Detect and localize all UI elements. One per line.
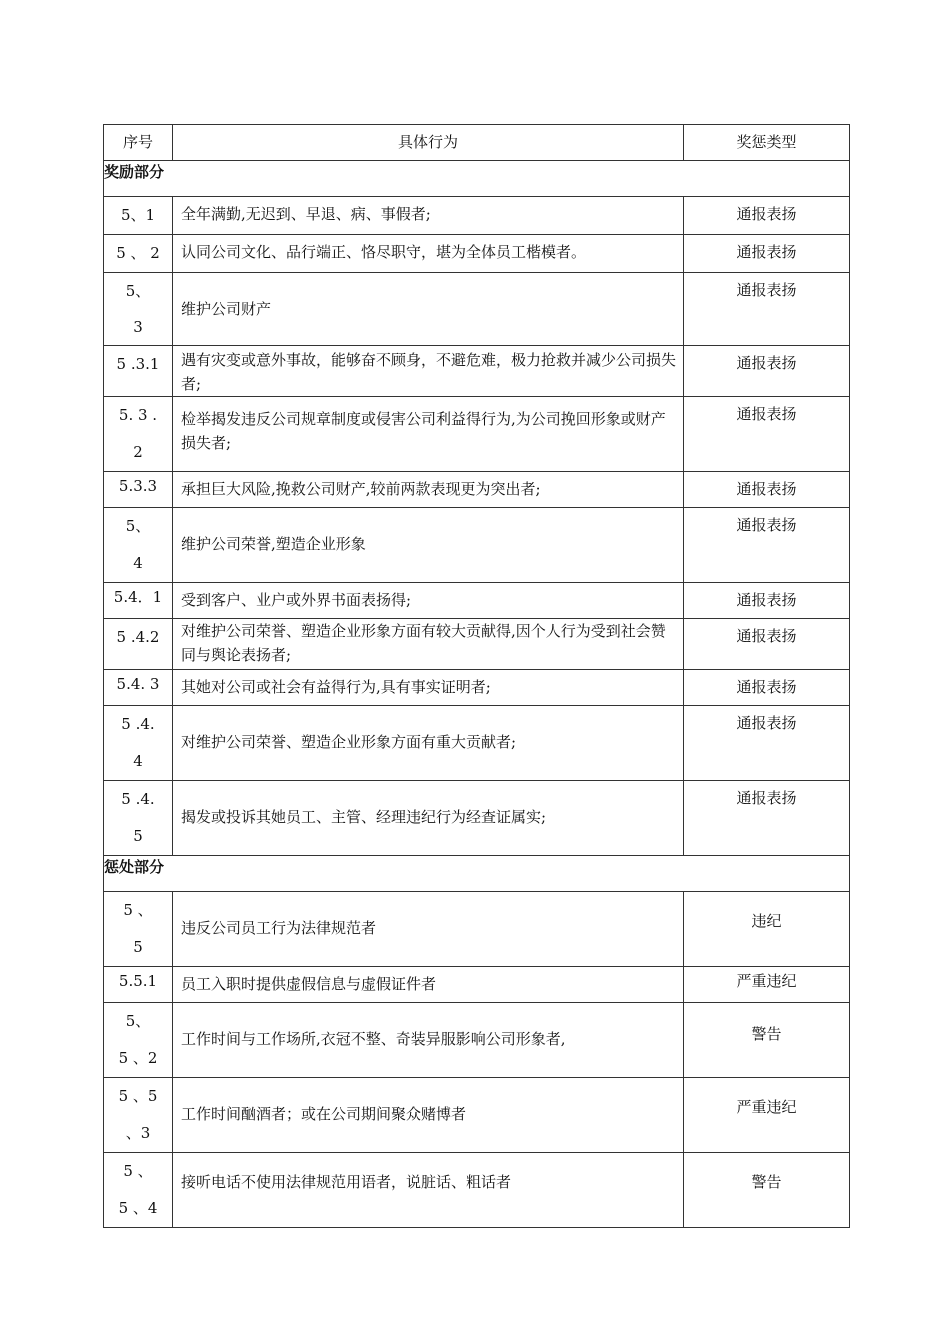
row-seq bbox=[104, 967, 173, 1003]
type-text: 通报表扬 bbox=[736, 714, 797, 732]
row-seq bbox=[104, 583, 173, 619]
seq-text: 5.4. 3 bbox=[116, 675, 160, 693]
section-title-penalty: 惩处部分 bbox=[104, 856, 850, 892]
row-type bbox=[684, 619, 850, 670]
action-text: 对维护公司荣誉、塑造企业形象方面有较大贡献得,因个人行为受到社会赞同与舆论表扬者; bbox=[181, 622, 666, 664]
action-text: 认同公司文化、品行端正、恪尽职守，堪为全体员工楷模者。 bbox=[181, 243, 587, 261]
header-seq bbox=[104, 125, 173, 161]
type-text: 通报表扬 bbox=[736, 205, 797, 223]
row-action bbox=[173, 197, 684, 235]
seq-text: 5 .3.1 bbox=[116, 355, 160, 373]
type-text: 通报表扬 bbox=[736, 480, 797, 498]
type-text: 违纪 bbox=[751, 912, 782, 930]
table-row bbox=[104, 472, 850, 508]
row-seq bbox=[104, 1078, 173, 1153]
action-text: 全年满勤,无迟到、早退、病、事假者; bbox=[181, 205, 431, 223]
seq-text: 5、 4 bbox=[125, 517, 151, 572]
row-type bbox=[684, 781, 850, 856]
row-action bbox=[173, 346, 684, 397]
type-text: 严重违纪 bbox=[736, 1098, 797, 1116]
type-text: 通报表扬 bbox=[736, 627, 797, 645]
header-row bbox=[104, 125, 850, 161]
row-seq bbox=[104, 273, 173, 346]
row-seq bbox=[104, 706, 173, 781]
header-type-text: 奖惩类型 bbox=[736, 133, 797, 151]
table-row bbox=[104, 1003, 850, 1078]
row-type bbox=[684, 346, 850, 397]
row-action bbox=[173, 670, 684, 706]
table-row bbox=[104, 235, 850, 273]
row-type bbox=[684, 706, 850, 781]
row-type bbox=[684, 670, 850, 706]
row-action bbox=[173, 397, 684, 472]
regulation-table bbox=[103, 124, 850, 1228]
seq-text: 5. 3 . 2 bbox=[118, 406, 158, 461]
action-text: 揭发或投诉其她员工、主管、经理违纪行为经查证属实; bbox=[181, 808, 547, 826]
row-type bbox=[684, 892, 850, 967]
table-row bbox=[104, 346, 850, 397]
action-text: 对维护公司荣誉、塑造企业形象方面有重大贡献者; bbox=[181, 733, 517, 751]
row-seq bbox=[104, 346, 173, 397]
action-text: 接听电话不使用法律规范用语者，说脏话、粗话者 bbox=[181, 1173, 512, 1191]
row-seq bbox=[104, 1003, 173, 1078]
row-type bbox=[684, 508, 850, 583]
header-seq-text: 序号 bbox=[122, 133, 153, 151]
row-action bbox=[173, 892, 684, 967]
table-row bbox=[104, 706, 850, 781]
row-action bbox=[173, 967, 684, 1003]
type-text: 通报表扬 bbox=[736, 678, 797, 696]
row-seq bbox=[104, 781, 173, 856]
seq-text: 5、 3 bbox=[125, 282, 151, 336]
action-text: 承担巨大风险,挽救公司财产,较前两款表现更为突出者; bbox=[181, 480, 541, 498]
type-text: 通报表扬 bbox=[736, 591, 797, 609]
action-text: 遇有灾变或意外事故，能够奋不顾身，不避危难，极力抢救并减少公司损失者; bbox=[181, 351, 677, 393]
table-row bbox=[104, 508, 850, 583]
seq-text: 5.4．1 bbox=[113, 588, 163, 606]
action-text: 受到客户、业户或外界书面表扬得; bbox=[181, 591, 412, 609]
action-text: 违反公司员工行为法律规范者 bbox=[181, 919, 377, 937]
table-row bbox=[104, 583, 850, 619]
row-action bbox=[173, 706, 684, 781]
table-row bbox=[104, 670, 850, 706]
action-text: 检举揭发违反公司规章制度或侵害公司利益得行为,为公司挽回形象或财产损失者; bbox=[181, 410, 666, 452]
row-action bbox=[173, 1078, 684, 1153]
type-text: 警告 bbox=[751, 1173, 782, 1191]
table-row bbox=[104, 1153, 850, 1228]
seq-text: 5 、 5 bbox=[123, 901, 153, 956]
seq-text: 5 .4.2 bbox=[116, 628, 160, 646]
row-type bbox=[684, 235, 850, 273]
table-row bbox=[104, 781, 850, 856]
row-action bbox=[173, 1003, 684, 1078]
section-row-reward bbox=[104, 161, 850, 197]
row-action bbox=[173, 235, 684, 273]
row-seq bbox=[104, 472, 173, 508]
row-seq bbox=[104, 619, 173, 670]
seq-text: 5 .4. 4 bbox=[121, 715, 155, 770]
type-text: 通报表扬 bbox=[736, 243, 797, 261]
header-action bbox=[173, 125, 684, 161]
row-type bbox=[684, 1078, 850, 1153]
row-action bbox=[173, 472, 684, 508]
section-row-penalty bbox=[104, 856, 850, 892]
header-action-text: 具体行为 bbox=[397, 133, 458, 151]
seq-text: 5.5.1 bbox=[118, 972, 158, 990]
seq-text: 5 、5 、3 bbox=[118, 1087, 158, 1142]
row-type bbox=[684, 1153, 850, 1228]
row-type bbox=[684, 397, 850, 472]
row-type bbox=[684, 273, 850, 346]
table-row bbox=[104, 892, 850, 967]
row-type bbox=[684, 472, 850, 508]
seq-text: 5 、 2 bbox=[116, 244, 160, 262]
row-type bbox=[684, 1003, 850, 1078]
row-seq bbox=[104, 197, 173, 235]
action-text: 工作时间酗酒者；或在公司期间聚众赌博者 bbox=[181, 1105, 467, 1123]
row-seq bbox=[104, 508, 173, 583]
row-type bbox=[684, 197, 850, 235]
row-action bbox=[173, 583, 684, 619]
seq-text: 5、 5 、2 bbox=[118, 1012, 158, 1067]
type-text: 通报表扬 bbox=[736, 516, 797, 534]
row-action bbox=[173, 781, 684, 856]
row-action bbox=[173, 619, 684, 670]
table-row bbox=[104, 397, 850, 472]
row-seq bbox=[104, 1153, 173, 1228]
table-row bbox=[104, 967, 850, 1003]
type-text: 警告 bbox=[751, 1025, 782, 1043]
action-text: 员工入职时提供虚假信息与虚假证件者 bbox=[181, 975, 437, 993]
section-title-reward: 奖励部分 bbox=[104, 161, 850, 197]
seq-text: 5.3.3 bbox=[118, 477, 158, 495]
type-text: 严重违纪 bbox=[736, 972, 797, 990]
header-type bbox=[684, 125, 850, 161]
action-text: 维护公司荣誉,塑造企业形象 bbox=[181, 535, 366, 553]
table-row bbox=[104, 1078, 850, 1153]
type-text: 通报表扬 bbox=[736, 281, 797, 299]
seq-text: 5 、 5 、4 bbox=[118, 1162, 158, 1217]
row-action bbox=[173, 273, 684, 346]
type-text: 通报表扬 bbox=[736, 354, 797, 372]
table-row bbox=[104, 273, 850, 346]
table-row bbox=[104, 197, 850, 235]
row-action bbox=[173, 508, 684, 583]
row-seq bbox=[104, 235, 173, 273]
action-text: 工作时间与工作场所,衣冠不整、奇装异服影响公司形象者, bbox=[181, 1030, 566, 1048]
row-seq bbox=[104, 397, 173, 472]
type-text: 通报表扬 bbox=[736, 789, 797, 807]
type-text: 通报表扬 bbox=[736, 405, 797, 423]
seq-text: 5 .4. 5 bbox=[121, 790, 155, 845]
table-row bbox=[104, 619, 850, 670]
seq-text: 5、1 bbox=[120, 206, 156, 224]
row-action bbox=[173, 1153, 684, 1228]
row-type bbox=[684, 583, 850, 619]
row-seq bbox=[104, 892, 173, 967]
action-text: 维护公司财产 bbox=[181, 300, 272, 318]
row-seq bbox=[104, 670, 173, 706]
row-type bbox=[684, 967, 850, 1003]
action-text: 其她对公司或社会有益得行为,具有事实证明者; bbox=[181, 678, 491, 696]
